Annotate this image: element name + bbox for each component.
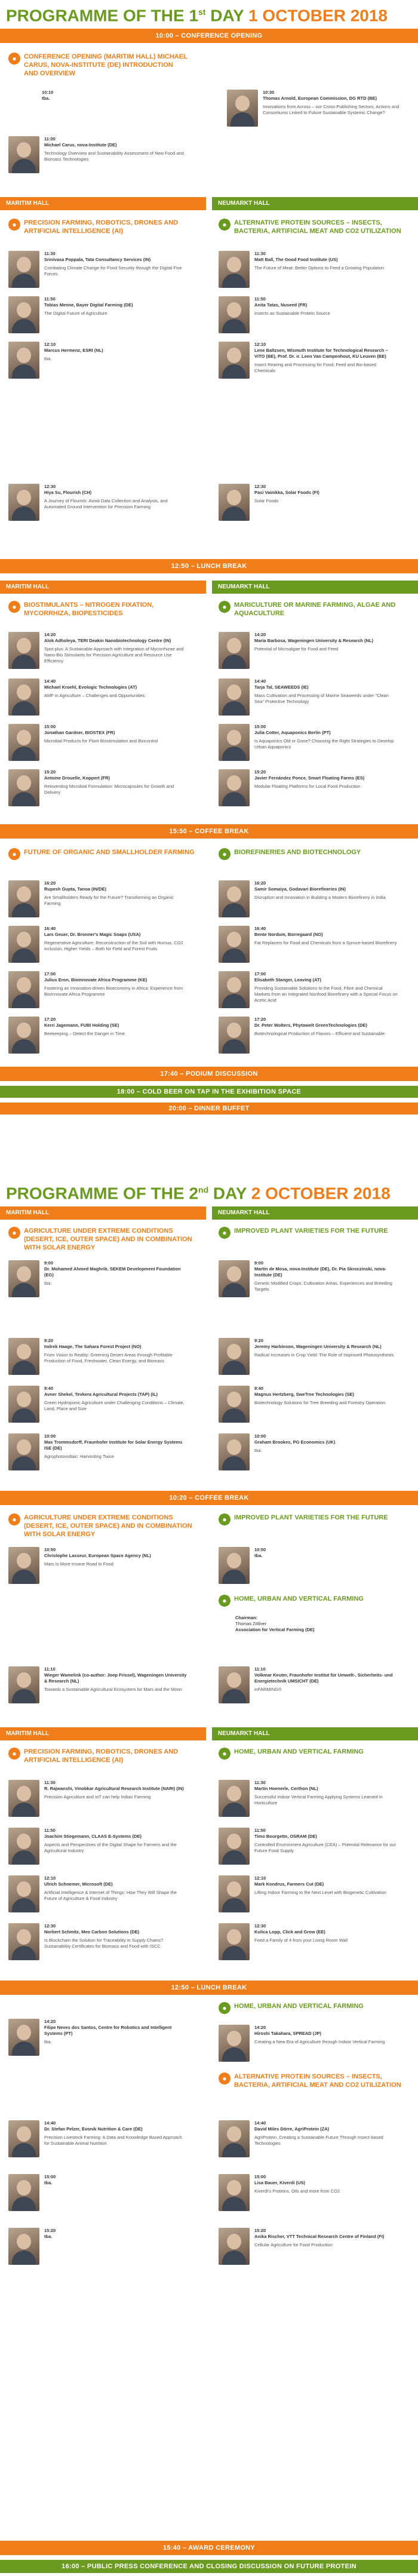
talk-f-4: 17:20 Dr. Peter Wolters, Phytowelt GreenTechnologies (DE) Biotechnological Production of Flavors – Efficient and Sustainable [219,1017,398,1054]
hall-neumarkt: NEUMARKT HALL [212,1727,418,1740]
talk-b-4: 12:30 Pasi Vainikka, Solar Foods (FI) Solar Foods [219,484,398,521]
speaker-photo [8,484,39,521]
talk-e-3: 17:00 Julius Eron, Bioinnovate Africa Programme (KE) Fostering an Innovation-driven Bioeconomy in Africa: Experience from BioInnovate Africa Programme [8,971,188,1008]
speaker-photo [219,1338,250,1375]
talk-d-4: 15:20 Javier Fernández Ponce, Smart Floating Farms (ES) Modular Floating Platforms for Local Food Production [219,769,398,806]
speaker-photo [8,296,39,333]
talk-opening-1: 10:10 tba. [42,90,54,101]
hall-maritim: MARITIM HALL [0,581,206,594]
speaker-photo [8,1433,39,1470]
day1-title: PROGRAMME OF THE 1st DAY 1 OCTOBER 2018 [6,6,388,25]
speaker-photo [219,1875,250,1912]
talk-n-left-1: 14:20 Filipe Neves dos Santos, Centre for Robotics and Intelligent Systems (PT) tba. [8,2019,188,2056]
protein-icon: ● [219,2073,230,2084]
speaker-photo [219,1260,250,1297]
speaker-photo [8,971,39,1008]
talk-n-left-2: 14:40 Dr. Stefan Pelzer, Evonik Nutrition & Care (DE) Precision Livestock Farming: A Data and Knowledge Based Approach for Sustainable Animal Nutrition [8,2120,188,2157]
speaker-photo [8,880,39,917]
talk-a-2: 11:50 Tobias Menne, Bayer Digital Farming (DE) The Digital Future of Agriculture [8,296,188,333]
talk-m-2: 11:50 Timo Bourgette, OSRAM (DE) Controlled Environment Agriculture (CEA) – Potential Relevance for our Future Food Supply [219,1828,398,1865]
speaker-photo [219,1828,250,1865]
talk-c-2: 14:40 Michael Kroehl, Evologic Technologies (AT) AMF in Agriculture – Challenges and Opportunities [8,678,188,716]
speaker-photo [219,1386,250,1423]
talk-b-3: 12:10 Lene Baltzsen, Wismuth Institute for Technological Research – VITO (BE), Prof. Dr. ir. Leen Van Campenhout, KU Leuven (BE) Insect Rearing and Processing for Food, Feed and Bio-based Chemicals [219,342,398,379]
speaker-photo [8,2120,39,2157]
hall-neumarkt: NEUMARKT HALL [212,581,418,594]
speaker-photo [219,769,250,806]
talk-o-1: 14:40 David Miles Dörre, AgriProtein (ZA) AgriProtein, Creating a Sustainable Future Through Insect-based Technologies [219,2120,398,2157]
talk-f-1: 16:20 Samir Somaiya, Godavari Biorefineries (IN) Disruption and Innovation in Building a Modern Biorefinery in India [219,880,398,917]
session-plant-varieties: ● IMPROVED PLANT VARIETIES FOR THE FUTURE [219,1227,410,1239]
talk-m-1: 11:30 Martin Hoenerle, Certhon (NL) Successful Indoor Vertical Farming Applying Systems Learned in Horticulture [219,1780,398,1817]
speaker-photo [8,1923,39,1960]
speaker-photo [219,724,250,761]
award-bar: 15:40 – AWARD CEREMONY [0,2541,418,2555]
plant-icon: ● [219,1513,230,1525]
talk-e-4: 17:20 Kerri Jagemann, FUBI Holding (SE) Beekeeping – Detect the Danger in Time [8,1017,188,1054]
session-alt-protein-2: ● ALTERNATIVE PROTEIN SOURCES – INSECTS, BACTERIA, ARTIFICIAL MEAT AND CO2 UTILIZATION [219,2073,410,2089]
session-precision-farming-2: ● PRECISION FARMING, ROBOTICS, DRONES AND ARTIFICIAL INTELLIGENCE (AI) [8,1748,199,1764]
talk-c-3: 15:00 Jonathan Gardner, BIOSTEX (FR) Microbial Products for Plant Biostimulation and Biocontrol [8,724,188,761]
beer-bar: 18:00 – COLD BEER ON TAP IN THE EXHIBITION SPACE [0,1086,418,1098]
sprout-icon: ● [8,848,20,860]
hall-maritim: MARITIM HALL [0,197,206,210]
speaker-photo [219,484,250,521]
talk-n-right-1: 14:20 Hiroshi Takahara, SPREAD (JP) Creating a New Era of Agriculture through Indoor Vertical Farming [219,2025,398,2062]
speaker-photo [219,1433,250,1470]
speaker-photo [219,2228,250,2265]
talk-m-4: 12:30 Kulica Lopp, Click and Grow (EE) Feed a Family of 4 from your Living Room Wall [219,1923,398,1960]
talk-f-3: 17:00 Elisabeth Stanger, Leaving (AT) Providing Sustainable Solutions to the Food, Fibre and Chemical Markets from an Integrated Nonfood Biorefinery with a Special Focus on Acetic Acid [219,971,398,1008]
flask-icon: ● [219,848,230,860]
talk-l-2: 11:50 Joachim Stiegemann, CLAAS E-Systems (DE) Aspects and Perspectives of the Digital Shape for Farmers and the Agricultural Industry [8,1828,188,1865]
talk-c-4: 15:20 Antoine Drouelle, Koppert (FR) Reinventing Microbial Formulation: Microcapsules for Growth and Delivery [8,769,188,806]
talk-k-1: 11:10 Volkmar Keuter, Fraunhofer Institut für Umwelt-, Sicherheits- und Energietechnik UMSICHT (DE) inFARMING® [219,1666,398,1703]
session-extreme-conditions-2: ● AGRICULTURE UNDER EXTREME CONDITIONS (DESERT, ICE, OUTER SPACE) AND IN COMBINATION WITH SOLAR ENERGY [8,1513,199,1539]
talk-o-2: 15:00 Lisa Bauer, Kiverdi (US) Kiverdi's Proteins, Oils and more from CO2 [219,2174,398,2211]
speaker-photo [219,926,250,963]
session-extreme-conditions: ● AGRICULTURE UNDER EXTREME CONDITIONS (DESERT, ICE, OUTER SPACE) AND IN COMBINATION WITH SOLAR ENERGY [8,1227,199,1252]
speaker-photo [8,926,39,963]
speaker-photo [219,678,250,716]
building-icon: ● [219,1748,230,1760]
talk-opening-3: 11:00 Michael Carus, nova-Institute (DE) Technology Overview and Sustainability Assessment of New Food and Biomass Technologies [8,136,188,173]
sun-icon: ● [8,1513,20,1525]
hall-neumarkt: NEUMARKT HALL [212,197,418,210]
chairman: Chairman: Thomas Zöllner Association for Vertical Farming (DE) [235,1615,315,1632]
speaker-photo [219,342,250,379]
day2-title: PROGRAMME OF THE 2nd DAY 2 OCTOBER 2018 [6,1184,391,1203]
speaker-photo [8,2174,39,2211]
lunch-bar-day2: 12:50 – LUNCH BREAK [0,1981,418,1995]
session-biorefineries: ● BIOREFINERIES AND BIOTECHNOLOGY [219,848,410,860]
building-icon: ● [219,1595,230,1607]
talk-e-1: 16:20 Rupesh Gupta, Tanoa (IN/DE) Are Smallholders Ready for the Future? Transforming an Organic Farming [8,880,188,917]
hall-maritim: MARITIM HALL [0,1206,206,1220]
speaker-photo [219,1547,250,1584]
talk-g-2: 9:20 Indrek Haage, The Sahara Forest Project (NO) From Vision to Reality: Greening Desert Areas through Profitable Production of Food, Freshwater, Clean Energy, and Biomass [8,1338,188,1375]
lunch-bar-day1: 12:50 – LUNCH BREAK [0,559,418,573]
session-plant-varieties-2: ● IMPROVED PLANT VARIETIES FOR THE FUTURE [219,1513,410,1525]
talk-h-3: 9:40 Magnus Hertzberg, SweTree Technologies (SE) Biotechnology Solutions for Tree Breeding and Forestry Operation [219,1386,398,1423]
talk-g-1: 9:00 Dr. Mohamed Ahmed Maghrib, SEKEM Development Foundation (EG) tba. [8,1260,188,1297]
talk-l-4: 12:30 Norbert Schmitz, Meo Carbon Solutions (DE) Is Blockchain the Solution for Traceability in Supply Chains? Sustainability Certificates for Biomass and Food with ISCC [8,1923,188,1960]
building-icon: ● [219,2002,230,2014]
talk-a-4: 12:30 Hiya Su, Flourish (CH) A Journey of Flourish: Avoid Data Collection and Analysis, and Automated Ground Intervention for Precision Farming [8,484,188,521]
talk-o-3: 15:20 Anika Rischer, VTT Technical Research Centre of Finland (FI) Cellular Agriculture for Food Production [219,2228,398,2265]
session-precision-farming: ● PRECISION FARMING, ROBOTICS, DRONES AND ARTIFICIAL INTELLIGENCE (AI) [8,219,199,235]
hall-neumarkt: NEUMARKT HALL [212,1206,418,1220]
talk-opening-2: 10:30 Thomas Arnold, European Commission, DG RTD (BE) Innovations from Across – our Cross-Publishing Sectors, Actions and Consortiums Linked to Future Sustainable Systemic Change? [227,90,406,127]
speaker-photo [8,1780,39,1817]
speaker-photo [8,342,39,379]
protein-icon: ● [219,219,230,231]
speaker-photo [8,1666,39,1703]
talk-m-3: 12:10 Mark Kondrus, Farmers Cut (DE) Lifting Indoor Farming to the Next Level with Biogenetic Cultivation [219,1875,398,1912]
speaker-photo [219,1923,250,1960]
speaker-photo [219,632,250,669]
dinner-bar: 20:00 – DINNER BUFFET [0,1103,418,1114]
talk-i-1: 10:50 Christophe Lasseur, European Space Agency (NL) Mars Is More Insane Road to Food [8,1547,188,1584]
drone-icon: ● [8,219,20,231]
coffee-bar-day1: 15:50 – COFFEE BREAK [0,824,418,839]
talk-n-left-3: 15:00 tba. [8,2174,188,2211]
talk-c-1: 14:20 Alok Adholeya, TERI Deakin Nanobiotechnology Centre (IN) Spot plus: A Sustainable Approach with Integration of Mycorrhizae and Nano-Bio Stimulants for Precision Agriculture and Resource Use Efficiency [8,632,188,669]
talk-b-2: 11:50 Anita Tatas, Nuseed (FR) Insects as Sustainable Protein Source [219,296,398,333]
drone-icon: ● [8,1748,20,1760]
opening-bar: 10:00 – CONFERENCE OPENING [0,29,418,43]
talk-h-4: 10:00 Graham Brookes, PG Economics (UK) tba. [219,1433,398,1470]
coffee-bar-day2: 10:20 – COFFEE BREAK [0,1491,418,1505]
talk-g-3: 9:40 Avner Shekel, Tevkera Agricultural Projects (TAP) (IL) Green Hydroponic Agriculture under Challenging Conditions – Climate, Land, Place and Size [8,1386,188,1423]
speaker-photo [8,1338,39,1375]
sun-icon: ● [8,1227,20,1239]
speaker-photo [219,1780,250,1817]
speaker-photo [219,2120,250,2157]
hall-maritim: MARITIM HALL [0,1727,206,1740]
podium-bar: 17:40 – PODIUM DISCUSSION [0,1067,418,1081]
session-mariculture: ● MARICULTURE OR MARINE FARMING, ALGAE AND AQUACULTURE [219,601,410,618]
leaf-icon: ● [8,601,20,613]
talk-d-3: 15:00 Julia Cotter, Aquaponics Berlin (PT) Is Aquaponics Old or Gone? Choosing the Right Strategies to Develop Urban Aquaponics [219,724,398,761]
speaker-photo [219,880,250,917]
talk-e-2: 16:40 Lars Geuer, Dr. Bronner's Magic Soaps (USA) Regenerative Agriculture: Reconstruction of the Soil with Humus, CO2 inclusion, Higher Yields – Both for Field and Forest Fruits [8,926,188,963]
plant-icon: ● [219,1227,230,1239]
speaker-photo [8,1386,39,1423]
talk-d-1: 14:20 Maria Barbosa, Wageningen University & Research (NL) Potential of Microalgae for Food and Feed [219,632,398,669]
speaker-photo [219,251,250,288]
session-biostimulants: ● BIOSTIMULANTS – NITROGEN FIXATION, MYCORRHIZA, BIOPESTICIDES [8,601,199,618]
talk-d-2: 14:40 Tarja Tal, SEAWEEDS (IE) Mass Cultivation and Processing of Marine Seaweeds under "Clean Sea" Protective Technology [219,678,398,716]
session-organic: ● FUTURE OF ORGANIC AND SMALLHOLDER FARMING [8,848,199,860]
speaker-photo [8,678,39,716]
speaker-photo [8,724,39,761]
microphone-icon: ● [8,53,20,65]
talk-i-2: 11:10 Wieger Wamelink (co-author: Joep Frissel), Wageningen University & Research (NL) Towards a Sustainable Agricultural Ecosystem for Mars and the Moon [8,1666,188,1703]
talk-a-3: 12:10 Marcus Hermenz, ESRI (NL) tba. [8,342,188,379]
speaker-photo [8,2019,39,2056]
speaker-photo [8,2228,39,2265]
talk-h-2: 9:20 Jeremy Harbinson, Wageningen University & Research (NL) Radical Increases in Crop Yield: The Role of Improved Photosynthesis [219,1338,398,1375]
speaker-photo [219,971,250,1008]
speaker-photo [8,136,39,173]
session-urban-farming-2: ● HOME, URBAN AND VERTICAL FARMING [219,1748,410,1760]
session-urban-farming-3: ● HOME, URBAN AND VERTICAL FARMING [219,2002,410,2014]
talk-l-3: 12:10 Ulrich Schnemer, Microsoft (DE) Artificial Intelligence & Internet of Things: How They Will Shape the Future of Agriculture & Food Industry [8,1875,188,1912]
talk-b-1: 11:30 Matt Ball, The Good Food Institute (US) The Future of Meat: Better Options to Feed a Growing Population [219,251,398,288]
speaker-photo [227,90,258,127]
opening-session: ● CONFERENCE OPENING (MARITIM HALL) MICHAEL CARUS, NOVA-INSTITUTE (DE) INTRODUCTION AND OVERVIEW [8,53,188,78]
session-alt-protein: ● ALTERNATIVE PROTEIN SOURCES – INSECTS, BACTERIA, ARTIFICIAL MEAT AND CO2 UTILIZATION [219,219,410,235]
speaker-photo [219,296,250,333]
speaker-photo [8,1017,39,1054]
speaker-photo [219,2025,250,2062]
speaker-photo [219,1017,250,1054]
fish-icon: ● [219,601,230,613]
press-conference-bar: 16:00 – PUBLIC PRESS CONFERENCE AND CLOSING DISCUSSION ON FUTURE PROTEIN [0,2560,418,2573]
speaker-photo [8,251,39,288]
talk-n-left-4: 15:20 tba. [8,2228,188,2265]
session-urban-farming: ● HOME, URBAN AND VERTICAL FARMING [219,1595,410,1607]
talk-g-4: 10:00 Max Trommsdorff, Fraunhofer Institute for Solar Energy Systems ISE (DE) Agrophotovoltaic: Harvesting Twice [8,1433,188,1470]
speaker-photo [8,632,39,669]
speaker-photo [219,2174,250,2211]
talk-h-1: 9:00 Martin de Mosa, nova-Institute (DE), Dr. Pia Skroczinski, nova-Institute (DE) Genetic Modified Crops: Cultivation Areas, Experiences and Breeding Targets [219,1260,398,1297]
speaker-photo [8,1547,39,1584]
speaker-photo [219,1666,250,1703]
speaker-photo [8,1260,39,1297]
talk-a-1: 11:30 Srinivasa Poppala, Tata Consultancy Services (IN) Combating Climate Change for Food Security through the Digital Five Forces [8,251,188,288]
talk-l-1: 11:30 R. Rajwanshi, Vinobkar Agricultural Research Institute (NARI) (IN) Precision Agriculture and IoT can help Indian Farming [8,1780,188,1817]
talk-f-2: 16:40 Bente Nordum, Borregaard (NO) Fat Replacers for Food and Chemicals from a Spruce-based Biorefinery [219,926,398,963]
talk-j-1: 10:50 tba. [219,1547,398,1584]
speaker-photo [8,769,39,806]
speaker-photo [8,1875,39,1912]
speaker-photo [8,1828,39,1865]
